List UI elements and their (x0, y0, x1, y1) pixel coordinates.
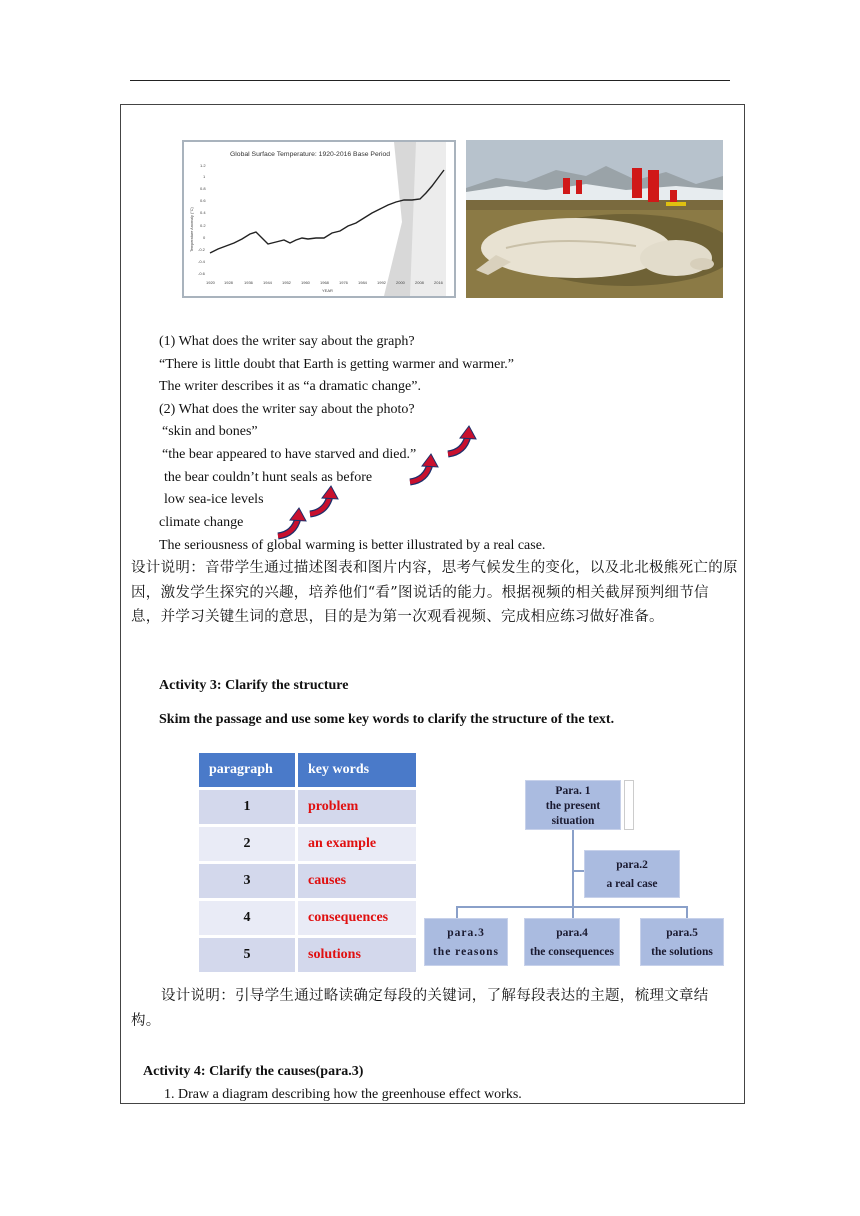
answer-1b: The writer describes it as “a dramatic change”. (159, 379, 421, 394)
para-number: 3 (199, 864, 295, 898)
svg-text:1936: 1936 (244, 280, 253, 285)
key-word: problem (298, 790, 416, 824)
table-row (199, 864, 416, 898)
chain-item: low sea-ice levels (164, 492, 264, 507)
para-number: 1 (199, 790, 295, 824)
svg-text:0: 0 (203, 235, 206, 240)
svg-text:2000: 2000 (396, 280, 405, 285)
graph-xlabel: YEAR (322, 288, 333, 293)
activity-3-title: Activity 3: Clarify the structure (159, 678, 349, 693)
para-number: 5 (199, 938, 295, 972)
chart-box-para4: para.4 the consequences (524, 918, 620, 966)
chain-item: climate change (159, 515, 244, 530)
para-number: 4 (199, 901, 295, 935)
graph-title: Global Surface Temperature: 1920-2016 Base Period (230, 151, 391, 158)
svg-text:2008: 2008 (415, 280, 424, 285)
polar-bear-photo (466, 140, 723, 298)
svg-text:1928: 1928 (224, 280, 233, 285)
key-word: solutions (298, 938, 416, 972)
col-header-keywords: key words (298, 753, 416, 787)
svg-text:0.6: 0.6 (200, 198, 206, 203)
svg-text:-0.6: -0.6 (198, 271, 205, 276)
svg-text:1.2: 1.2 (200, 163, 206, 168)
arrow-icon (410, 454, 438, 482)
chain-item: the bear couldn’t hunt seals as before (164, 470, 373, 485)
key-word: consequences (298, 901, 416, 935)
svg-text:1: 1 (203, 174, 206, 179)
header-rule (130, 80, 730, 81)
chart-box-para2: para.2 a real case (584, 850, 680, 898)
temperature-graph (182, 140, 456, 298)
svg-text:1920: 1920 (206, 280, 215, 285)
activity-4-item-1: 1. Draw a diagram describing how the greenhouse effect works. (164, 1087, 522, 1102)
keywords-table (196, 750, 419, 975)
question-2: (2) What does the writer say about the photo? (159, 402, 415, 417)
chart-toolbar-icon (624, 780, 634, 830)
svg-text:-0.4: -0.4 (198, 259, 205, 264)
chart-box-para1: Para. 1 the present situation (525, 780, 621, 830)
svg-text:0.2: 0.2 (200, 223, 206, 228)
key-word: an example (298, 827, 416, 861)
svg-text:1952: 1952 (282, 280, 291, 285)
col-header-paragraph: paragraph (199, 753, 295, 787)
arrow-icon (448, 426, 476, 454)
svg-text:1976: 1976 (339, 280, 348, 285)
chart-box-para5: para.5 the solutions (640, 918, 724, 966)
chain-item: “skin and bones” (162, 424, 258, 439)
question-1: (1) What does the writer say about the graph? (159, 334, 415, 349)
answer-1a: “There is little doubt that Earth is getting warmer and warmer.” (159, 357, 514, 372)
structure-chart (420, 776, 730, 972)
activity-3-task: Skim the passage and use some key words to clarify the structure of the text. (159, 712, 615, 727)
svg-text:1968: 1968 (320, 280, 329, 285)
para-number: 2 (199, 827, 295, 861)
chain-item: “the bear appeared to have starved and died.” (162, 447, 417, 462)
activity-4-title: Activity 4: Clarify the causes(para.3) (143, 1064, 364, 1079)
design-note-1: 设计说明：音带学生通过描述图表和图片内容，思考气候发生的变化，以及北北极熊死亡的原因，激发学生探究的兴趣，培养他们“看”图说话的能力。根据视频的相关截屏预判细节信息，并学习关键生词的意思，目的是为第一次观看视频、完成相应练习做好准备。 (131, 560, 738, 625)
arrow-icon (310, 486, 338, 514)
chart-box-para3: para.3 the reasons (424, 918, 508, 966)
key-word: causes (298, 864, 416, 898)
table-header-row (199, 753, 416, 787)
table-row (199, 827, 416, 861)
svg-text:1944: 1944 (263, 280, 272, 285)
table-row (199, 938, 416, 972)
arrow-icons (270, 420, 480, 540)
svg-text:1984: 1984 (358, 280, 367, 285)
svg-text:0.8: 0.8 (200, 186, 206, 191)
design-note-2: 设计说明：引导学生通过略读确定每段的关键词，了解每段表达的主题，梳理文章结构。 (131, 988, 709, 1029)
svg-text:1960: 1960 (301, 280, 310, 285)
svg-text:-0.2: -0.2 (198, 247, 205, 252)
svg-text:2016: 2016 (434, 280, 443, 285)
table-row (199, 901, 416, 935)
arrow-icon (278, 508, 306, 536)
conclusion: The seriousness of global warming is better illustrated by a real case. (159, 538, 546, 553)
table-row (199, 790, 416, 824)
svg-text:0.4: 0.4 (200, 210, 206, 215)
graph-ylabel: Temperature Anomaly (°C) (190, 207, 194, 252)
svg-text:1992: 1992 (377, 280, 386, 285)
